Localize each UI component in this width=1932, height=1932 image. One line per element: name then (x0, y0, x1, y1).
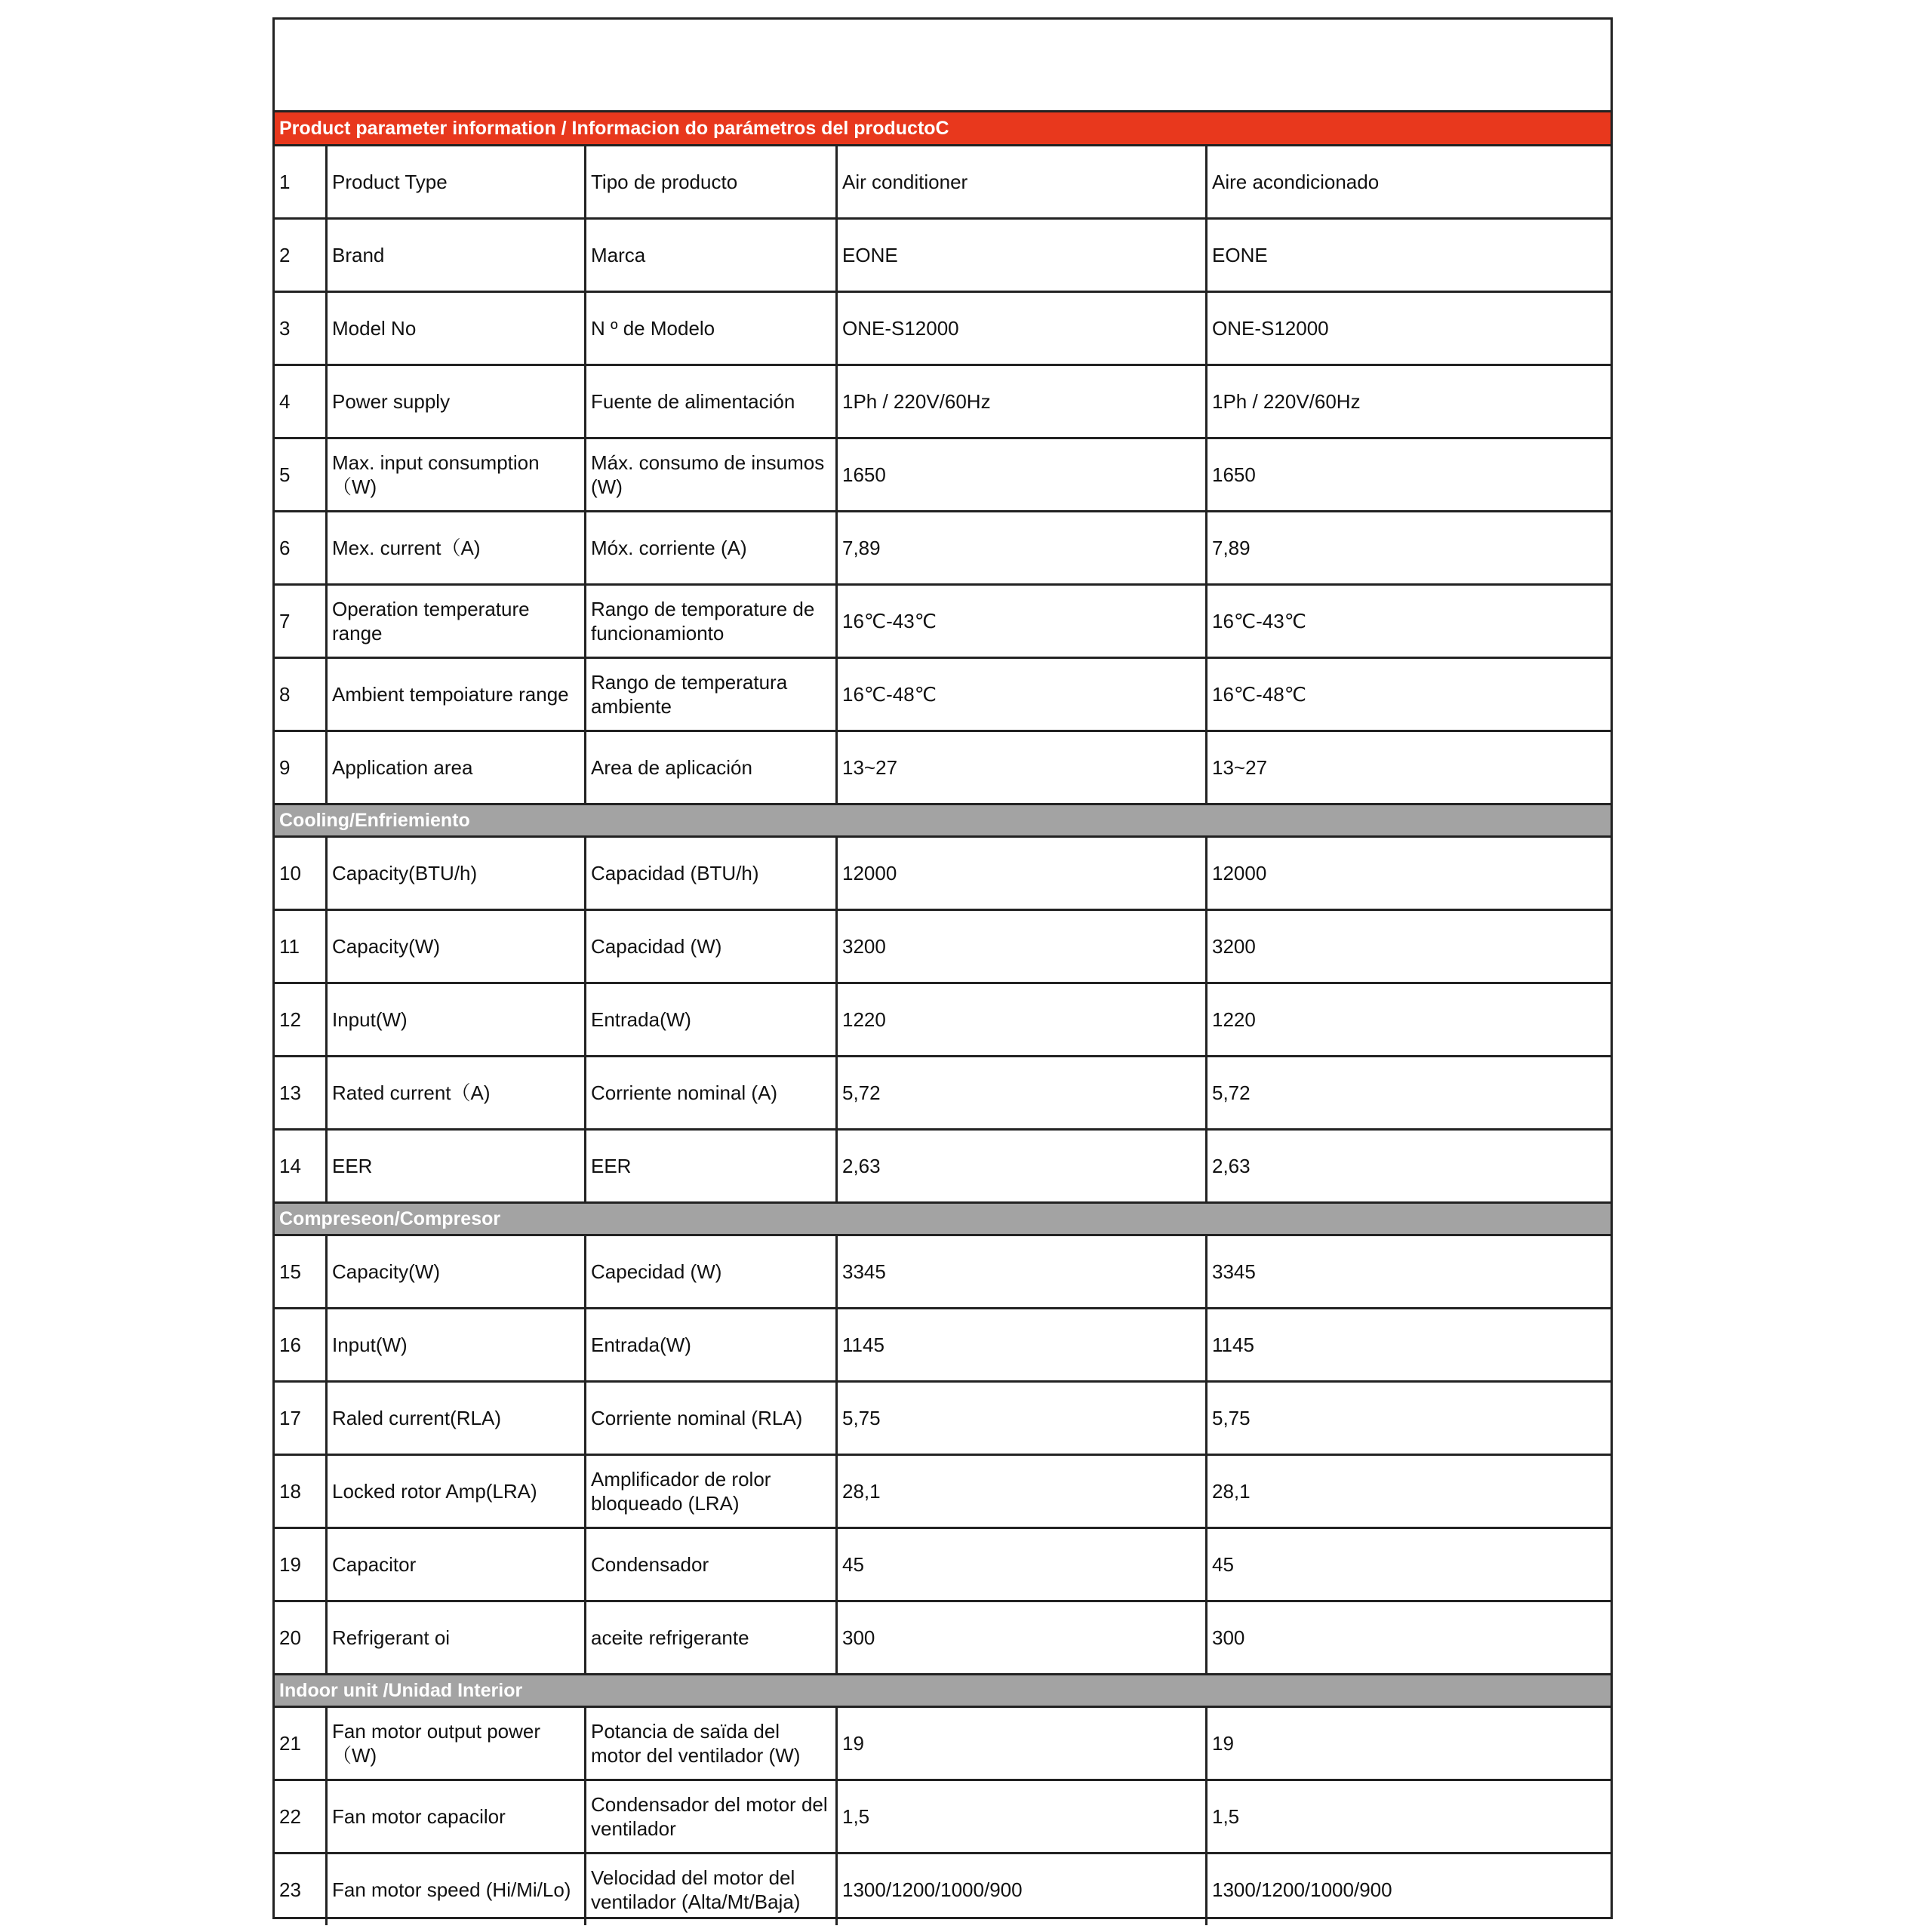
value-cell-en: 3345 (838, 1236, 1208, 1307)
value-cell-es: 16℃-43℃ (1212, 610, 1306, 632)
value-cell-es: 16℃-48℃ (1212, 683, 1306, 706)
spanish-label-cell: Velocidad del motor del ventilador (Alta/Mt/Baja) (586, 1854, 838, 1925)
row-number-cell: 10 (275, 838, 328, 909)
value-cell-es: 12000 (1212, 862, 1267, 884)
english-label-cell: Raled current(RLA) (328, 1383, 586, 1454)
value-cell-es: EONE (1212, 244, 1268, 266)
spanish-label-cell: Amplificador de rolor bloqueado (LRA) (586, 1456, 838, 1527)
spanish-label-cell: Corriente nominal (RLA) (586, 1383, 838, 1454)
row-number-cell: 20 (275, 1602, 328, 1673)
table-row (275, 1781, 1611, 1854)
spanish-label-cell: Tipo de producto (586, 146, 838, 217)
spanish-label-cell: Entrada(W) (586, 984, 838, 1055)
row-number-cell: 6 (275, 512, 328, 583)
table-row (275, 1131, 1611, 1204)
table-row (275, 1854, 1611, 1925)
spanish-label-cell: N º de Modelo (586, 293, 838, 364)
value-cell-es: 3200 (1212, 935, 1256, 958)
row-number-cell: 8 (275, 659, 328, 730)
value-cell-en: 12000 (838, 838, 1208, 909)
row-number-cell: 4 (275, 366, 328, 437)
row-number-cell: 2 (275, 220, 328, 291)
value-cell-en: 1,5 (838, 1781, 1208, 1852)
row-number-cell: 7 (275, 586, 328, 657)
table-row (275, 220, 1611, 293)
english-label-cell: Product Type (328, 146, 586, 217)
spanish-label-cell: Corriente nominal (A) (586, 1057, 838, 1128)
value-cell-en: 5,72 (838, 1057, 1208, 1128)
table-row (275, 732, 1611, 805)
spanish-label-cell: Máx. consumo de insumos (W) (586, 439, 838, 510)
row-number-cell: 14 (275, 1131, 328, 1201)
english-label-cell: Refrigerant oi (328, 1602, 586, 1673)
table-row (275, 439, 1611, 512)
row-number-cell: 23 (275, 1854, 328, 1925)
table-row (275, 659, 1611, 732)
english-label-cell: Fan motor output power（W) (328, 1708, 586, 1779)
row-number-cell: 15 (275, 1236, 328, 1307)
table-row (275, 1309, 1611, 1383)
english-label-cell: Application area (328, 732, 586, 803)
value-cell-en: 1220 (838, 984, 1208, 1055)
spanish-label-cell: Capecidad (W) (586, 1236, 838, 1307)
english-label-cell: Max. input consumption （W) (328, 439, 586, 510)
row-number-cell: 22 (275, 1781, 328, 1852)
table-row (275, 586, 1611, 659)
row-number-cell: 16 (275, 1309, 328, 1380)
row-number-cell: 12 (275, 984, 328, 1055)
value-cell-en: 7,89 (838, 512, 1208, 583)
spanish-label-cell: Móx. corriente (A) (586, 512, 838, 583)
spanish-label-cell: EER (586, 1131, 838, 1201)
value-cell-en: 1Ph / 220V/60Hz (838, 366, 1208, 437)
value-cell-en: 2,63 (838, 1131, 1208, 1201)
value-cell-en: Air conditioner (838, 146, 1208, 217)
row-number-cell: 21 (275, 1708, 328, 1779)
row-number-cell: 13 (275, 1057, 328, 1128)
value-cell-en: 19 (838, 1708, 1208, 1779)
blank-header-area (275, 20, 1611, 112)
spanish-label-cell: Marca (586, 220, 838, 291)
parameter-table (275, 146, 1611, 1925)
english-label-cell: Capacity(BTU/h) (328, 838, 586, 909)
english-label-cell: Input(W) (328, 984, 586, 1055)
spanish-label-cell: Fuente de alimentación (586, 366, 838, 437)
english-label-cell: Locked rotor Amp(LRA) (328, 1456, 586, 1527)
spanish-label-cell: Potancia de saïda del motor del ventilador (W) (586, 1708, 838, 1779)
english-label-cell: Fan motor speed (Hi/Mi/Lo) (328, 1854, 586, 1925)
value-cell-en: 16℃-48℃ (838, 659, 1208, 730)
value-cell-es: 45 (1212, 1553, 1234, 1576)
spanish-label-cell: Rango de temperatura ambiente (586, 659, 838, 730)
english-label-cell: Input(W) (328, 1309, 586, 1380)
table-row (275, 512, 1611, 586)
value-cell-es: 28,1 (1212, 1480, 1251, 1503)
value-cell-en: 5,75 (838, 1383, 1208, 1454)
row-number-cell: 9 (275, 732, 328, 803)
row-number-cell: 19 (275, 1529, 328, 1600)
english-label-cell: Capacity(W) (328, 1236, 586, 1307)
value-cell-es: 19 (1212, 1732, 1234, 1755)
value-cell-en: 1650 (838, 439, 1208, 510)
table-row (275, 1602, 1611, 1675)
value-cell-es: 1300/1200/1000/900 (1212, 1878, 1392, 1901)
value-cell-es: 5,75 (1212, 1407, 1251, 1429)
value-cell-es: 2,63 (1212, 1155, 1251, 1177)
english-label-cell: Operation temperature range (328, 586, 586, 657)
row-number-cell: 5 (275, 439, 328, 510)
table-row (275, 1383, 1611, 1456)
value-cell-en: 13~27 (838, 732, 1208, 803)
spanish-label-cell: Entrada(W) (586, 1309, 838, 1380)
value-cell-en: 1145 (838, 1309, 1208, 1380)
section-header: Cooling/Enfriemiento (275, 805, 1611, 838)
table-row (275, 911, 1611, 984)
table-row (275, 838, 1611, 911)
value-cell-en: EONE (838, 220, 1208, 291)
spanish-label-cell: Capacidad (W) (586, 911, 838, 982)
value-cell-es: 5,72 (1212, 1081, 1251, 1104)
spanish-label-cell: Condensador (586, 1529, 838, 1600)
section-header: Indoor unit /Unidad Interior (275, 1675, 1611, 1708)
english-label-cell: Mex. current（A) (328, 512, 586, 583)
spanish-label-cell: aceite refrigerante (586, 1602, 838, 1673)
english-label-cell: Capacitor (328, 1529, 586, 1600)
row-number-cell: 3 (275, 293, 328, 364)
value-cell-es: Aire acondicionado (1212, 171, 1380, 193)
english-label-cell: Power supply (328, 366, 586, 437)
english-label-cell: Fan motor capacilor (328, 1781, 586, 1852)
english-label-cell: Capacity(W) (328, 911, 586, 982)
section-header: Compreseon/Compresor (275, 1204, 1611, 1236)
value-cell-en: ONE-S12000 (838, 293, 1208, 364)
sheet-title: Product parameter information / Informacion do parámetros del productoC (275, 112, 1611, 146)
value-cell-en: 16℃-43℃ (838, 586, 1208, 657)
value-cell-es: 3345 (1212, 1260, 1256, 1283)
value-cell-es: 1Ph / 220V/60Hz (1212, 390, 1361, 413)
english-label-cell: Model No (328, 293, 586, 364)
row-number-cell: 1 (275, 146, 328, 217)
value-cell-es: 1650 (1212, 463, 1256, 486)
value-cell-en: 3200 (838, 911, 1208, 982)
spanish-label-cell: Rango de temporature de funcionamionto (586, 586, 838, 657)
spanish-label-cell: Condensador del motor del ventilador (586, 1781, 838, 1852)
table-row (275, 293, 1611, 366)
value-cell-es: 1,5 (1212, 1805, 1240, 1828)
row-number-cell: 18 (275, 1456, 328, 1527)
value-cell-es: 7,89 (1212, 537, 1251, 559)
table-row (275, 984, 1611, 1057)
value-cell-es: 1145 (1212, 1334, 1254, 1356)
value-cell-en: 1300/1200/1000/900 (838, 1854, 1208, 1925)
english-label-cell: Brand (328, 220, 586, 291)
value-cell-es: ONE-S12000 (1212, 317, 1329, 340)
value-cell-es: 1220 (1212, 1008, 1256, 1031)
value-cell-en: 45 (838, 1529, 1208, 1600)
table-row (275, 146, 1611, 220)
table-row (275, 1708, 1611, 1781)
parameter-sheet (272, 17, 1613, 1919)
table-row (275, 1236, 1611, 1309)
english-label-cell: EER (328, 1131, 586, 1201)
row-number-cell: 11 (275, 911, 328, 982)
value-cell-en: 28,1 (838, 1456, 1208, 1527)
value-cell-es: 13~27 (1212, 756, 1268, 779)
spanish-label-cell: Capacidad (BTU/h) (586, 838, 838, 909)
value-cell-es: 300 (1212, 1626, 1245, 1649)
english-label-cell: Ambient tempoiature range (328, 659, 586, 730)
table-row (275, 1057, 1611, 1131)
table-row (275, 1456, 1611, 1529)
table-row (275, 1529, 1611, 1602)
value-cell-en: 300 (838, 1602, 1208, 1673)
row-number-cell: 17 (275, 1383, 328, 1454)
english-label-cell: Rated current（A) (328, 1057, 586, 1128)
table-row (275, 366, 1611, 439)
spanish-label-cell: Area de aplicación (586, 732, 838, 803)
